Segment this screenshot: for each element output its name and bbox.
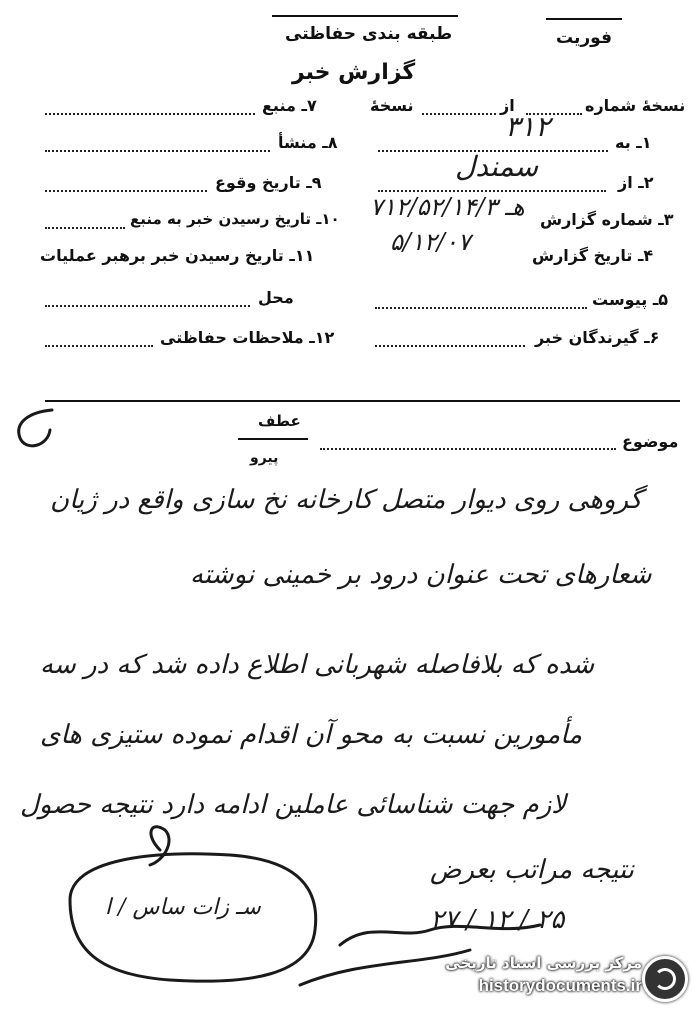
form-title: گزارش خبر	[292, 60, 416, 85]
watermark-url: historydocuments.ir	[478, 976, 642, 995]
report-date-value: ۵/۱۲/۰۷	[390, 228, 471, 256]
to-label: ۱ـ به	[615, 133, 652, 152]
origin-label: ۸ـ منشأ	[278, 133, 338, 152]
copy-number-label: نسخهٔ شماره	[585, 96, 686, 115]
copy-label: نسخهٔ	[370, 96, 414, 115]
place-label: محل	[258, 288, 294, 307]
body-line: لازم جهت شناسائی عاملین ادامه دارد نتیجه حصول	[20, 790, 567, 820]
archive-logo-icon	[642, 956, 688, 1002]
body-line: شعارهای تحت عنوان درود بر خمینی نوشته	[190, 560, 652, 590]
report-date-label: ۴ـ تاریخ گزارش	[532, 246, 654, 265]
loop-mark	[150, 827, 169, 865]
classification-label: طبقه بندی حفاظتی	[285, 24, 453, 44]
signature-date: ۲۷ / ۱۲ / ۲۵	[430, 905, 565, 935]
ref-label: عطف	[258, 412, 301, 430]
subject-label: موضوع	[622, 432, 679, 451]
margin-hook	[19, 410, 52, 446]
source-label: ۷ـ منبع	[262, 96, 317, 115]
of-label: از	[500, 96, 515, 115]
security-notes-label: ۱۲ـ ملاحظات حفاظتی	[160, 328, 335, 347]
from-value: سمندل	[455, 150, 539, 183]
follow-label: پیرو	[250, 450, 279, 466]
body-line: نتیجه مراتب بعرض	[430, 855, 635, 885]
body-line: مأمورین نسبت به محو آن اقدام نموده ستیزی های	[40, 720, 583, 750]
watermark	[445, 950, 692, 1008]
occurrence-date-label: ۹ـ تاریخ وقوع	[215, 173, 322, 192]
to-value: ۳۱۲	[505, 110, 551, 143]
body-line: شده که بلافاصله شهربانی اطلاع داده شد که در سه	[40, 650, 595, 680]
from-label: ۲ـ از	[618, 173, 654, 192]
watermark-text: مرکز بررسی اسناد تاریخی	[445, 954, 642, 972]
urgency-label: فوریت	[556, 28, 612, 48]
body-line: گروهی روی دیوار متصل کارخانه نخ سازی واقع در ژیان	[50, 485, 643, 515]
date-to-ops-label: ۱۱ـ تاریخ رسیدن خبر برهبر عملیات	[40, 246, 315, 265]
signature-stroke	[340, 925, 540, 945]
stamp-text: سـ زات ساس / ا	[105, 895, 261, 920]
report-number-value: ۷۱۲/۵۲/۱۴/۳ هـ	[370, 193, 525, 221]
recipients-label: ۶ـ گیرندگان خبر	[535, 328, 660, 347]
report-number-label: ۳ـ شماره گزارش	[540, 210, 674, 229]
date-to-source-label: ۱۰ـ تاریخ رسیدن خبر به منبع	[130, 210, 340, 228]
attachment-label: ۵ـ پیوست	[592, 290, 669, 309]
